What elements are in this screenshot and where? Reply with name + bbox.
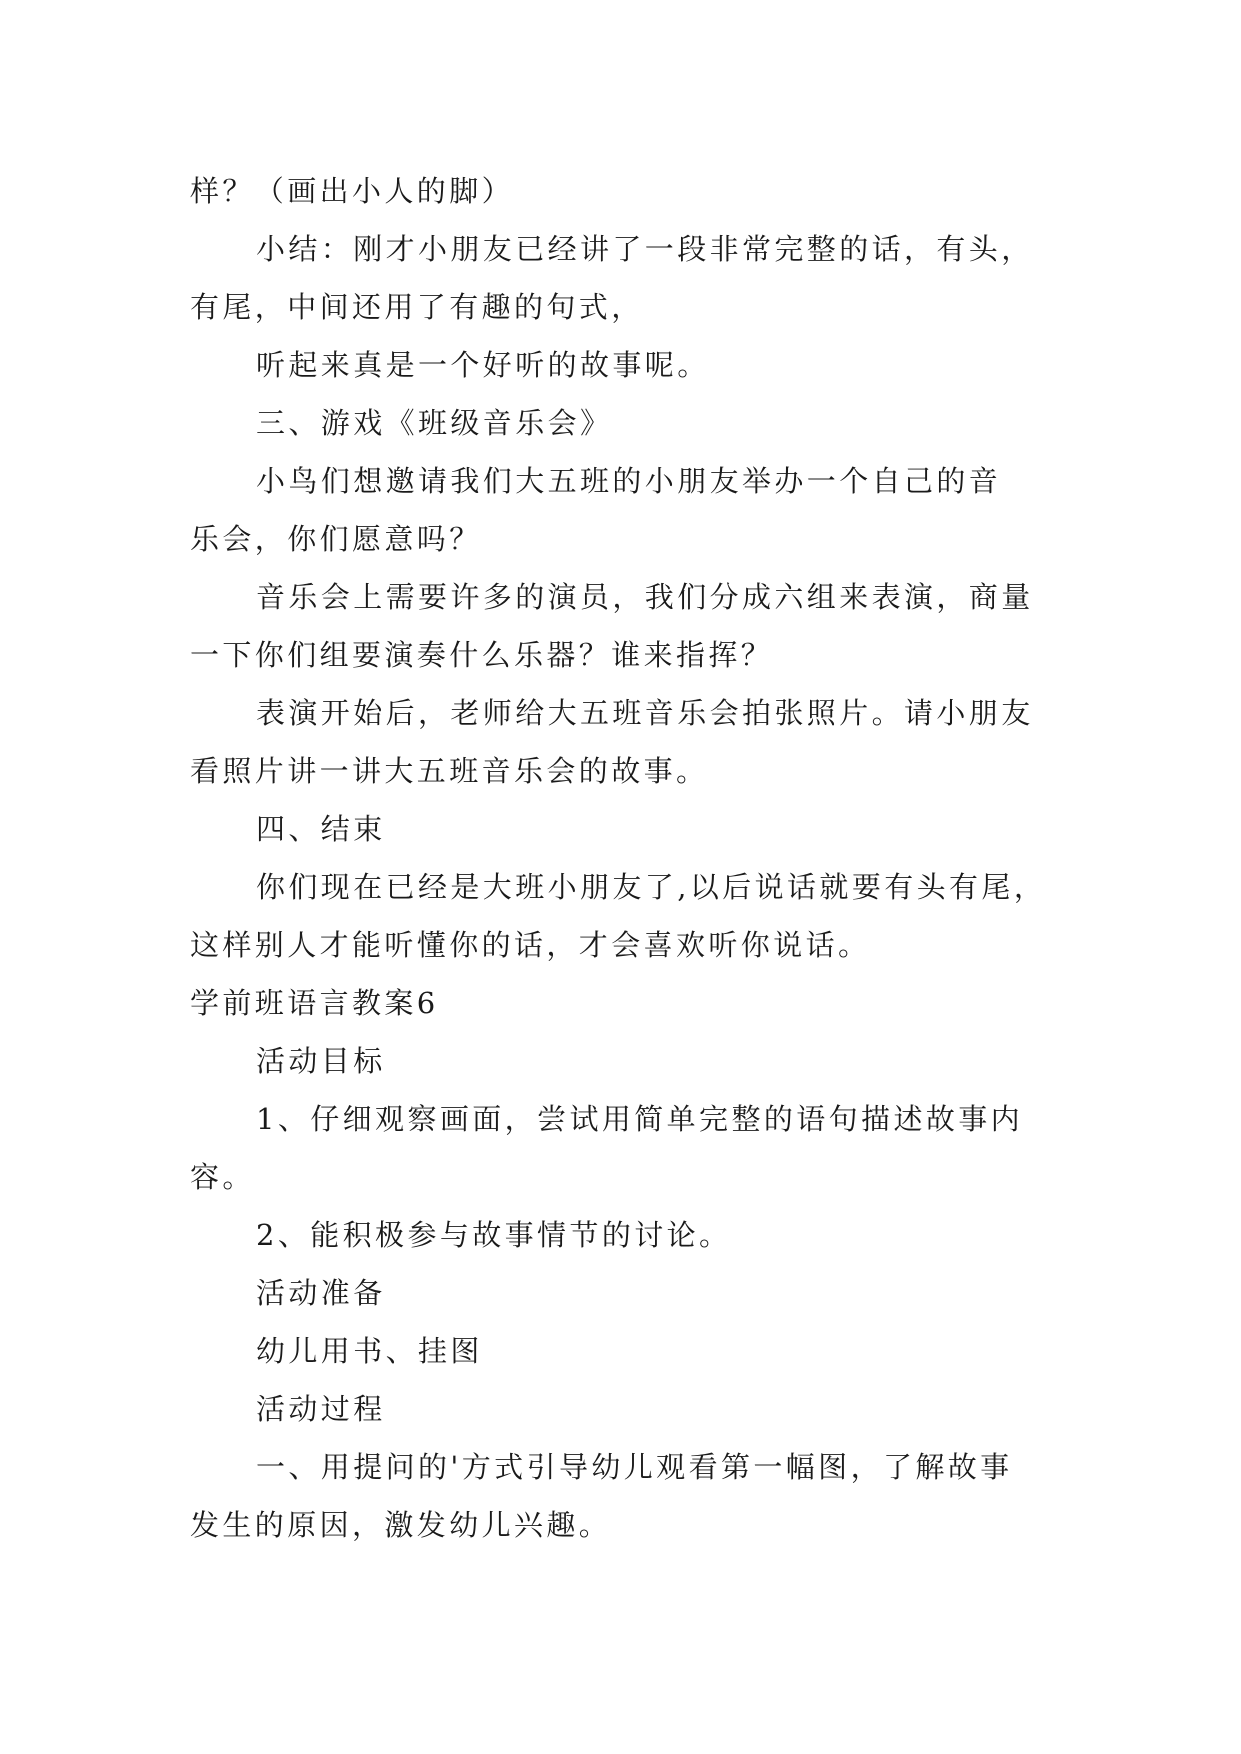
section-heading: 活动过程 bbox=[256, 1392, 386, 1426]
section-heading: 三、游戏《班级音乐会》 bbox=[256, 406, 613, 440]
text-line: 音乐会上需要许多的演员，我们分成六组来表演，商量 bbox=[256, 580, 1034, 614]
text-line: 小鸟们想邀请我们大五班的小朋友举办一个自己的音 bbox=[256, 464, 1002, 498]
text-line: 你们现在已经是大班小朋友了,以后说话就要有头有尾， bbox=[256, 870, 1047, 904]
text-line: 表演开始后，老师给大五班音乐会拍张照片。请小朋友 bbox=[256, 696, 1034, 730]
text-line: 容。 bbox=[190, 1160, 255, 1194]
text-line: 样？（画出小人的脚） bbox=[190, 174, 515, 208]
text-line: 小结：刚才小朋友已经讲了一段非常完整的话，有头， bbox=[256, 232, 1034, 266]
text-line: 一、用提问的'方式引导幼儿观看第一幅图，了解故事 bbox=[256, 1450, 1013, 1484]
text-line: 发生的原因，激发幼儿兴趣。 bbox=[190, 1508, 612, 1542]
text-line: 乐会，你们愿意吗？ bbox=[190, 522, 482, 556]
text-line: 2、能积极参与故事情节的讨论。 bbox=[256, 1218, 732, 1252]
text-line: 听起来真是一个好听的故事呢。 bbox=[256, 348, 710, 382]
text-line: 这样别人才能听懂你的话，才会喜欢听你说话。 bbox=[190, 928, 871, 962]
document-body bbox=[190, 162, 1070, 1554]
section-heading: 四、结束 bbox=[256, 812, 386, 846]
text-line: 幼儿用书、挂图 bbox=[256, 1334, 483, 1368]
text-line: 看照片讲一讲大五班音乐会的故事。 bbox=[190, 754, 709, 788]
document-title: 学前班语言教案6 bbox=[190, 986, 439, 1020]
text-line: 有尾，中间还用了有趣的句式， bbox=[190, 290, 644, 324]
section-heading: 活动准备 bbox=[256, 1276, 386, 1310]
text-line: 1、仔细观察画面，尝试用简单完整的语句描述故事内 bbox=[256, 1102, 1024, 1136]
section-heading: 活动目标 bbox=[256, 1044, 386, 1078]
text-line: 一下你们组要演奏什么乐器？谁来指挥？ bbox=[190, 638, 774, 672]
